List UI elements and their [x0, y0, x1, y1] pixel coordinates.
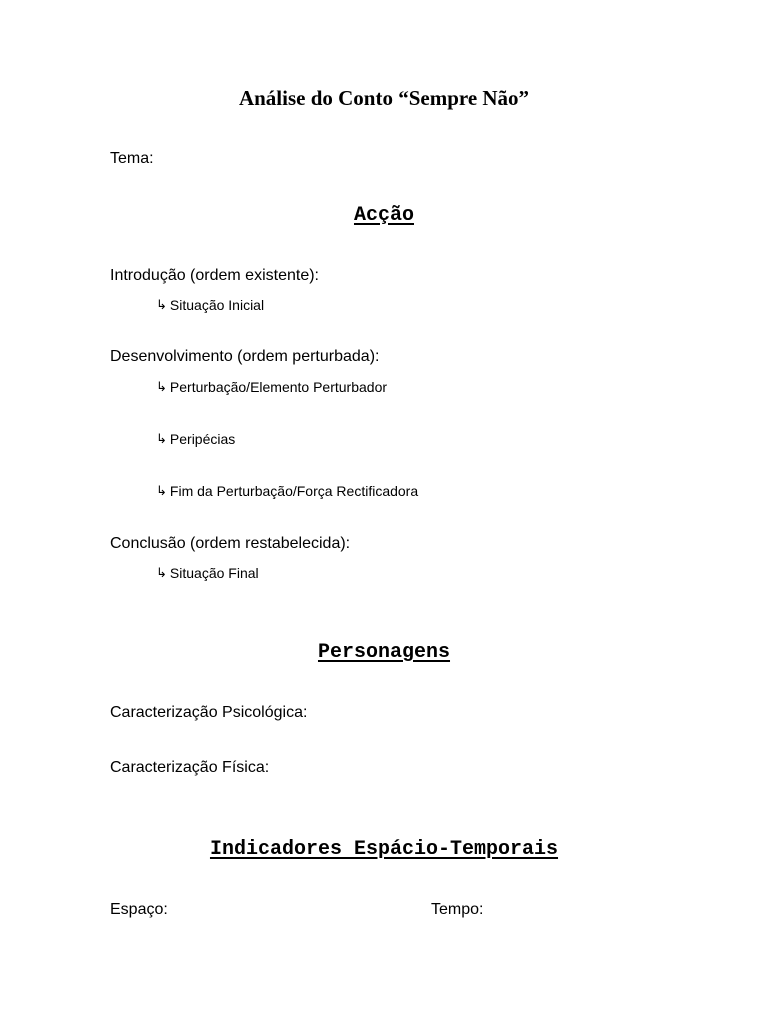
conclusao-label: Conclusão (ordem restabelecida): — [110, 535, 351, 552]
introducao-label: Introdução (ordem existente): — [110, 267, 319, 284]
personagens-heading: Personagens — [317, 641, 451, 664]
document-title: Análise do Conto “Sempre Não” — [238, 86, 530, 110]
bullet-item-situacao-final — [156, 565, 259, 581]
tempo-label: Tempo: — [431, 901, 484, 918]
desenvolvimento-label: Desenvolvimento (ordem perturbada): — [110, 348, 380, 365]
espaco-label: Espaço: — [110, 901, 168, 918]
bullet-item-peripecias — [156, 431, 235, 447]
curved-arrow-icon: ↳ — [156, 297, 167, 313]
curved-arrow-icon: ↳ — [156, 379, 167, 395]
caracterizacao-psicologica-label: Caracterização Psicológica: — [110, 704, 308, 721]
accao-heading: Acção — [353, 204, 414, 227]
bullet-text: Fim da Perturbação/Força Rectificadora — [169, 483, 419, 499]
curved-arrow-icon: ↳ — [156, 431, 167, 447]
indicadores-heading: Indicadores Espácio-Temporais — [209, 838, 559, 861]
bullet-text: Situação Inicial — [169, 297, 265, 313]
curved-arrow-icon: ↳ — [156, 483, 167, 499]
bullet-item-fim-perturbacao — [156, 483, 418, 499]
bullet-text: Perturbação/Elemento Perturbador — [169, 379, 388, 395]
tema-label: Tema: — [110, 150, 154, 167]
bullet-item-perturbacao — [156, 379, 387, 395]
curved-arrow-icon: ↳ — [156, 565, 167, 581]
bullet-item-situacao-inicial — [156, 297, 264, 313]
caracterizacao-fisica-label: Caracterização Física: — [110, 759, 270, 776]
bullet-text: Peripécias — [169, 431, 236, 447]
bullet-text: Situação Final — [169, 565, 259, 581]
